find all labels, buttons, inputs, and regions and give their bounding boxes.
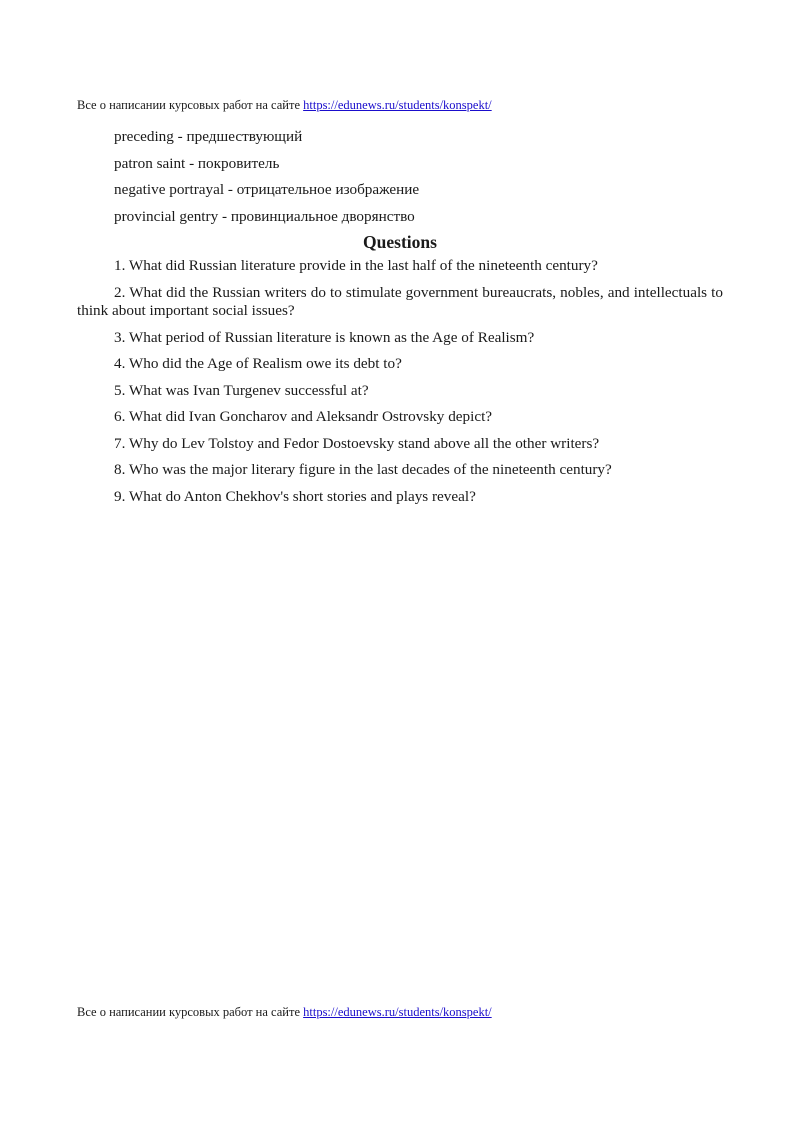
page-header	[77, 97, 492, 113]
glossary-item: provincial gentry - провинциальное дворянство	[114, 207, 415, 225]
question-item: 1. What did Russian literature provide in the last half of the nineteenth century?	[114, 257, 598, 275]
question-item: 4. Who did the Age of Realism owe its debt to?	[114, 355, 402, 373]
glossary-item: patron saint - покровитель	[114, 154, 280, 172]
question-item: 6. What did Ivan Goncharov and Aleksandr Ostrovsky depict?	[114, 408, 493, 426]
question-item: 3. What period of Russian literature is known as the Age of Realism?	[114, 328, 535, 346]
main-content	[77, 127, 723, 514]
glossary-list	[77, 127, 723, 227]
footer-text: Все о написании курсовых работ на сайте	[77, 1005, 300, 1019]
footer-link[interactable]: https://edunews.ru/students/konspekt/	[303, 1005, 492, 1019]
glossary-item: negative portrayal - отрицательное изображение	[114, 181, 420, 199]
glossary-item: preceding - предшествующий	[114, 128, 303, 145]
header-text: Все о написании курсовых работ на сайте	[77, 98, 300, 112]
questions-list	[77, 257, 723, 506]
question-item: 5. What was Ivan Turgenev successful at?	[114, 381, 369, 399]
section-title: Questions	[363, 232, 437, 253]
question-item: 8. Who was the major literary figure in the last decades of the nineteenth century?	[114, 461, 612, 479]
page-footer	[77, 1004, 492, 1020]
question-item: 9. What do Anton Chekhov's short stories and plays reveal?	[114, 487, 476, 505]
question-item: 7. Why do Lev Tolstoy and Fedor Dostoevsky stand above all the other writers?	[114, 434, 600, 452]
question-item: 2. What did the Russian writers do to stimulate government bureaucrats, nobles, and intellectuals to think about important social issues?	[77, 283, 723, 320]
header-link[interactable]: https://edunews.ru/students/konspekt/	[303, 98, 492, 112]
